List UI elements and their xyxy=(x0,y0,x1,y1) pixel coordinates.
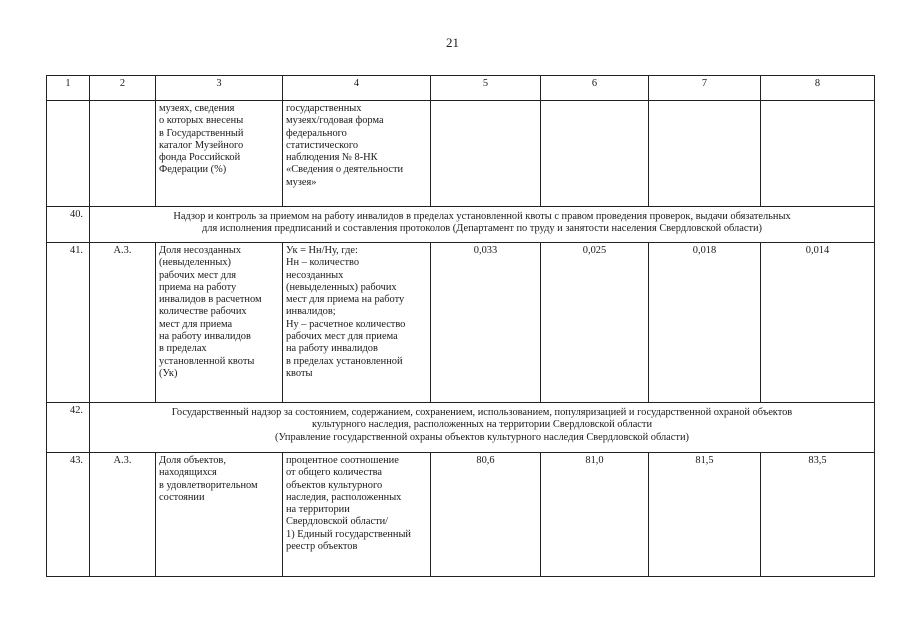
indicator-cell: Доля объектов, находящихся в удовлетворительном состоянии xyxy=(156,453,283,577)
page-number: 21 xyxy=(446,35,459,50)
method-cell: государственных музеях/годовая форма федерального статистического наблюдения № 8-НК «Сведения о деятельности музея» xyxy=(283,101,431,207)
indicators-table xyxy=(46,75,875,577)
header-cell-5: 5 xyxy=(431,76,541,101)
header-cell-6: 6 xyxy=(541,76,649,101)
code-cell: А.3. xyxy=(90,243,156,403)
header-cell-7: 7 xyxy=(649,76,761,101)
table-row-continuation xyxy=(47,101,875,207)
cell-empty xyxy=(431,101,541,207)
method-cell: процентное соотношение от общего количества объектов культурного наследия, расположенных на территории Свердловской области/ 1) Единый государственный реестр объектов xyxy=(283,453,431,577)
table-row-section-40 xyxy=(47,207,875,243)
cell-empty xyxy=(47,101,90,207)
section-heading: Государственный надзор за состоянием, содержанием, сохранением, использованием, популяризацией и государственной охраной объектов культурного наследия, расположенных на территории Свердловской области (Управление государственной охраны объектов культурного наследия Свердловской области) xyxy=(90,403,875,453)
cell-empty xyxy=(541,101,649,207)
code-cell: А.3. xyxy=(90,453,156,577)
table-row-41 xyxy=(47,243,875,403)
value-col6: 81,0 xyxy=(541,453,649,577)
table-row-section-42 xyxy=(47,403,875,453)
value-col7: 81,5 xyxy=(649,453,761,577)
table-row-43 xyxy=(47,453,875,577)
value-col8: 83,5 xyxy=(761,453,875,577)
header-cell-3: 3 xyxy=(156,76,283,101)
section-heading: Надзор и контроль за приемом на работу инвалидов в пределах установленной квоты с правом проведения проверок, выдачи обязательных для исполнения предписаний и составления протоколов (Департамент по труду и занятости населения Свердловской области) xyxy=(90,207,875,243)
row-number: 40. xyxy=(47,207,90,243)
cell-empty xyxy=(90,101,156,207)
indicator-cell: музеях, сведения о которых внесены в Государственный каталог Музейного фонда Российской Федерации (%) xyxy=(156,101,283,207)
header-cell-2: 2 xyxy=(90,76,156,101)
row-number: 42. xyxy=(47,403,90,453)
cell-empty xyxy=(761,101,875,207)
table-header-row xyxy=(47,76,875,101)
header-cell-1: 1 xyxy=(47,76,90,101)
value-col5: 0,033 xyxy=(431,243,541,403)
cell-empty xyxy=(649,101,761,207)
value-col5: 80,6 xyxy=(431,453,541,577)
value-col6: 0,025 xyxy=(541,243,649,403)
header-cell-4: 4 xyxy=(283,76,431,101)
row-number: 43. xyxy=(47,453,90,577)
header-cell-8: 8 xyxy=(761,76,875,101)
value-col7: 0,018 xyxy=(649,243,761,403)
value-col8: 0,014 xyxy=(761,243,875,403)
row-number: 41. xyxy=(47,243,90,403)
method-cell: Ук = Нн/Ну, где: Нн – количество несозданных (невыделенных) рабочих мест для приема на работу инвалидов; Ну – расчетное количество рабочих мест для приема на работу инвалидов в пределах установленной квоты xyxy=(283,243,431,403)
indicator-cell: Доля несозданных (невыделенных) рабочих мест для приема на работу инвалидов в расчетном количестве рабочих мест для приема на работу инвалидов в пределах установленной квоты (Ук) xyxy=(156,243,283,403)
